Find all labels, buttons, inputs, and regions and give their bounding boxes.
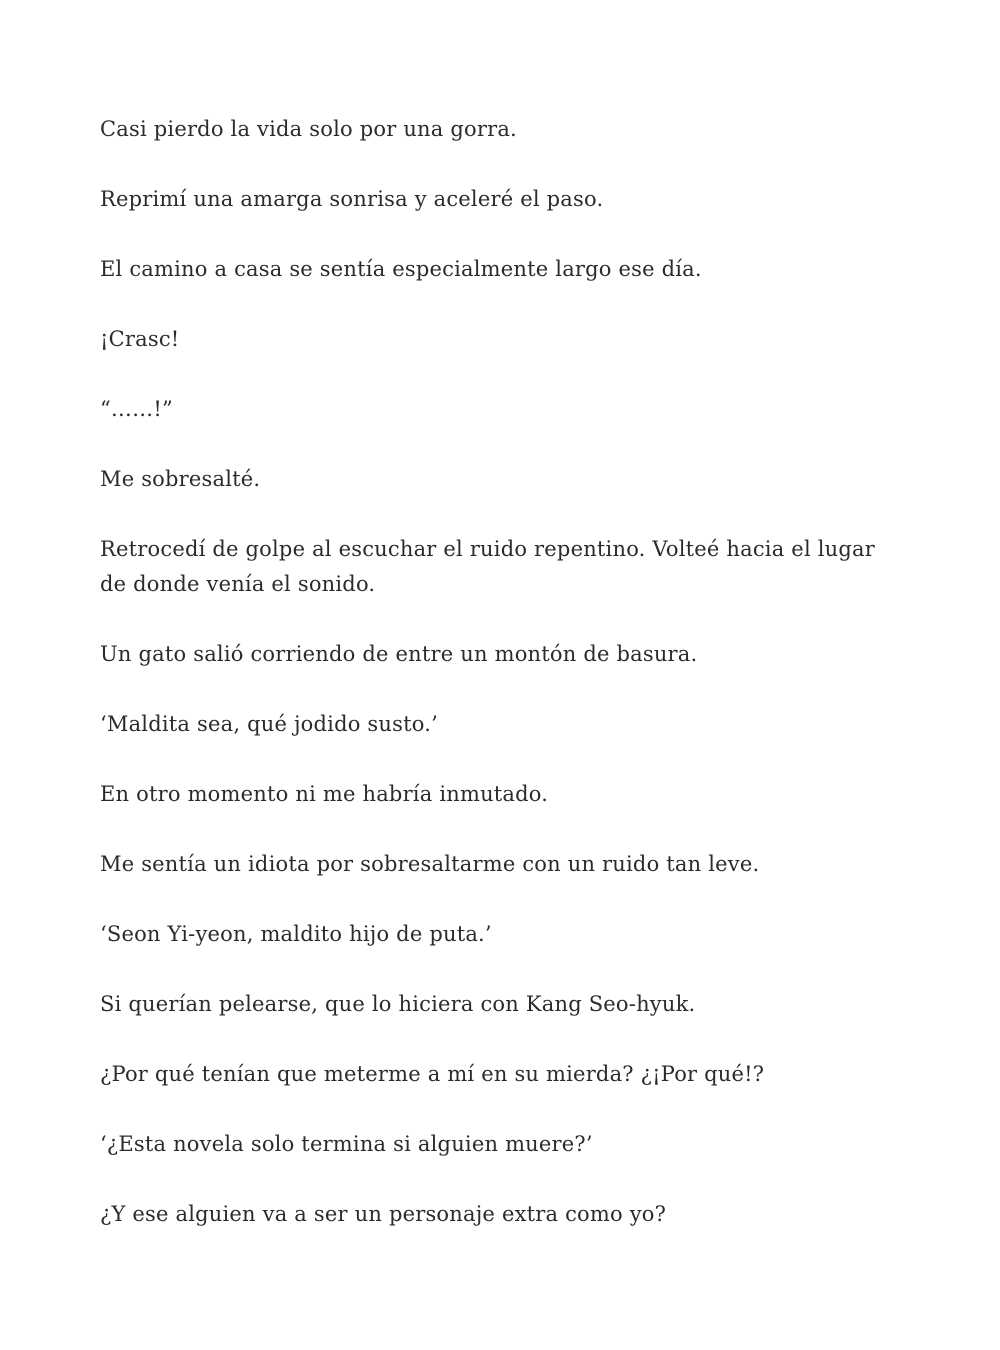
- paragraph: Me sentía un idiota por sobresaltarme con un ruido tan leve.: [100, 852, 760, 876]
- paragraph: Un gato salió corriendo de entre un montón de basura.: [100, 642, 698, 666]
- paragraph: ‘¿Esta novela solo termina si alguien muere?’: [100, 1132, 593, 1156]
- paragraph: En otro momento ni me habría inmutado.: [100, 782, 549, 806]
- paragraph: Reprimí una amarga sonrisa y aceleré el paso.: [100, 187, 604, 211]
- paragraph: ‘Seon Yi-yeon, maldito hijo de puta.’: [100, 922, 492, 946]
- paragraph: Casi pierdo la vida solo por una gorra.: [100, 117, 517, 141]
- paragraph: ¡Crasc!: [100, 327, 180, 351]
- paragraph: El camino a casa se sentía especialmente largo ese día.: [100, 257, 702, 281]
- paragraph: “……!”: [100, 397, 173, 421]
- document-body: [100, 112, 880, 1267]
- paragraph: ¿Por qué tenían que meterme a mí en su mierda? ¿¡Por qué!?: [100, 1062, 765, 1086]
- paragraph: Si querían pelearse, que lo hiciera con Kang Seo-hyuk.: [100, 992, 696, 1016]
- paragraph: Me sobresalté.: [100, 467, 261, 491]
- paragraph: Retrocedí de golpe al escuchar el ruido repentino. Volteé hacia el lugar de donde venía el sonido.: [100, 537, 875, 596]
- paragraph: ‘Maldita sea, qué jodido susto.’: [100, 712, 438, 736]
- paragraph: ¿Y ese alguien va a ser un personaje extra como yo?: [100, 1202, 667, 1226]
